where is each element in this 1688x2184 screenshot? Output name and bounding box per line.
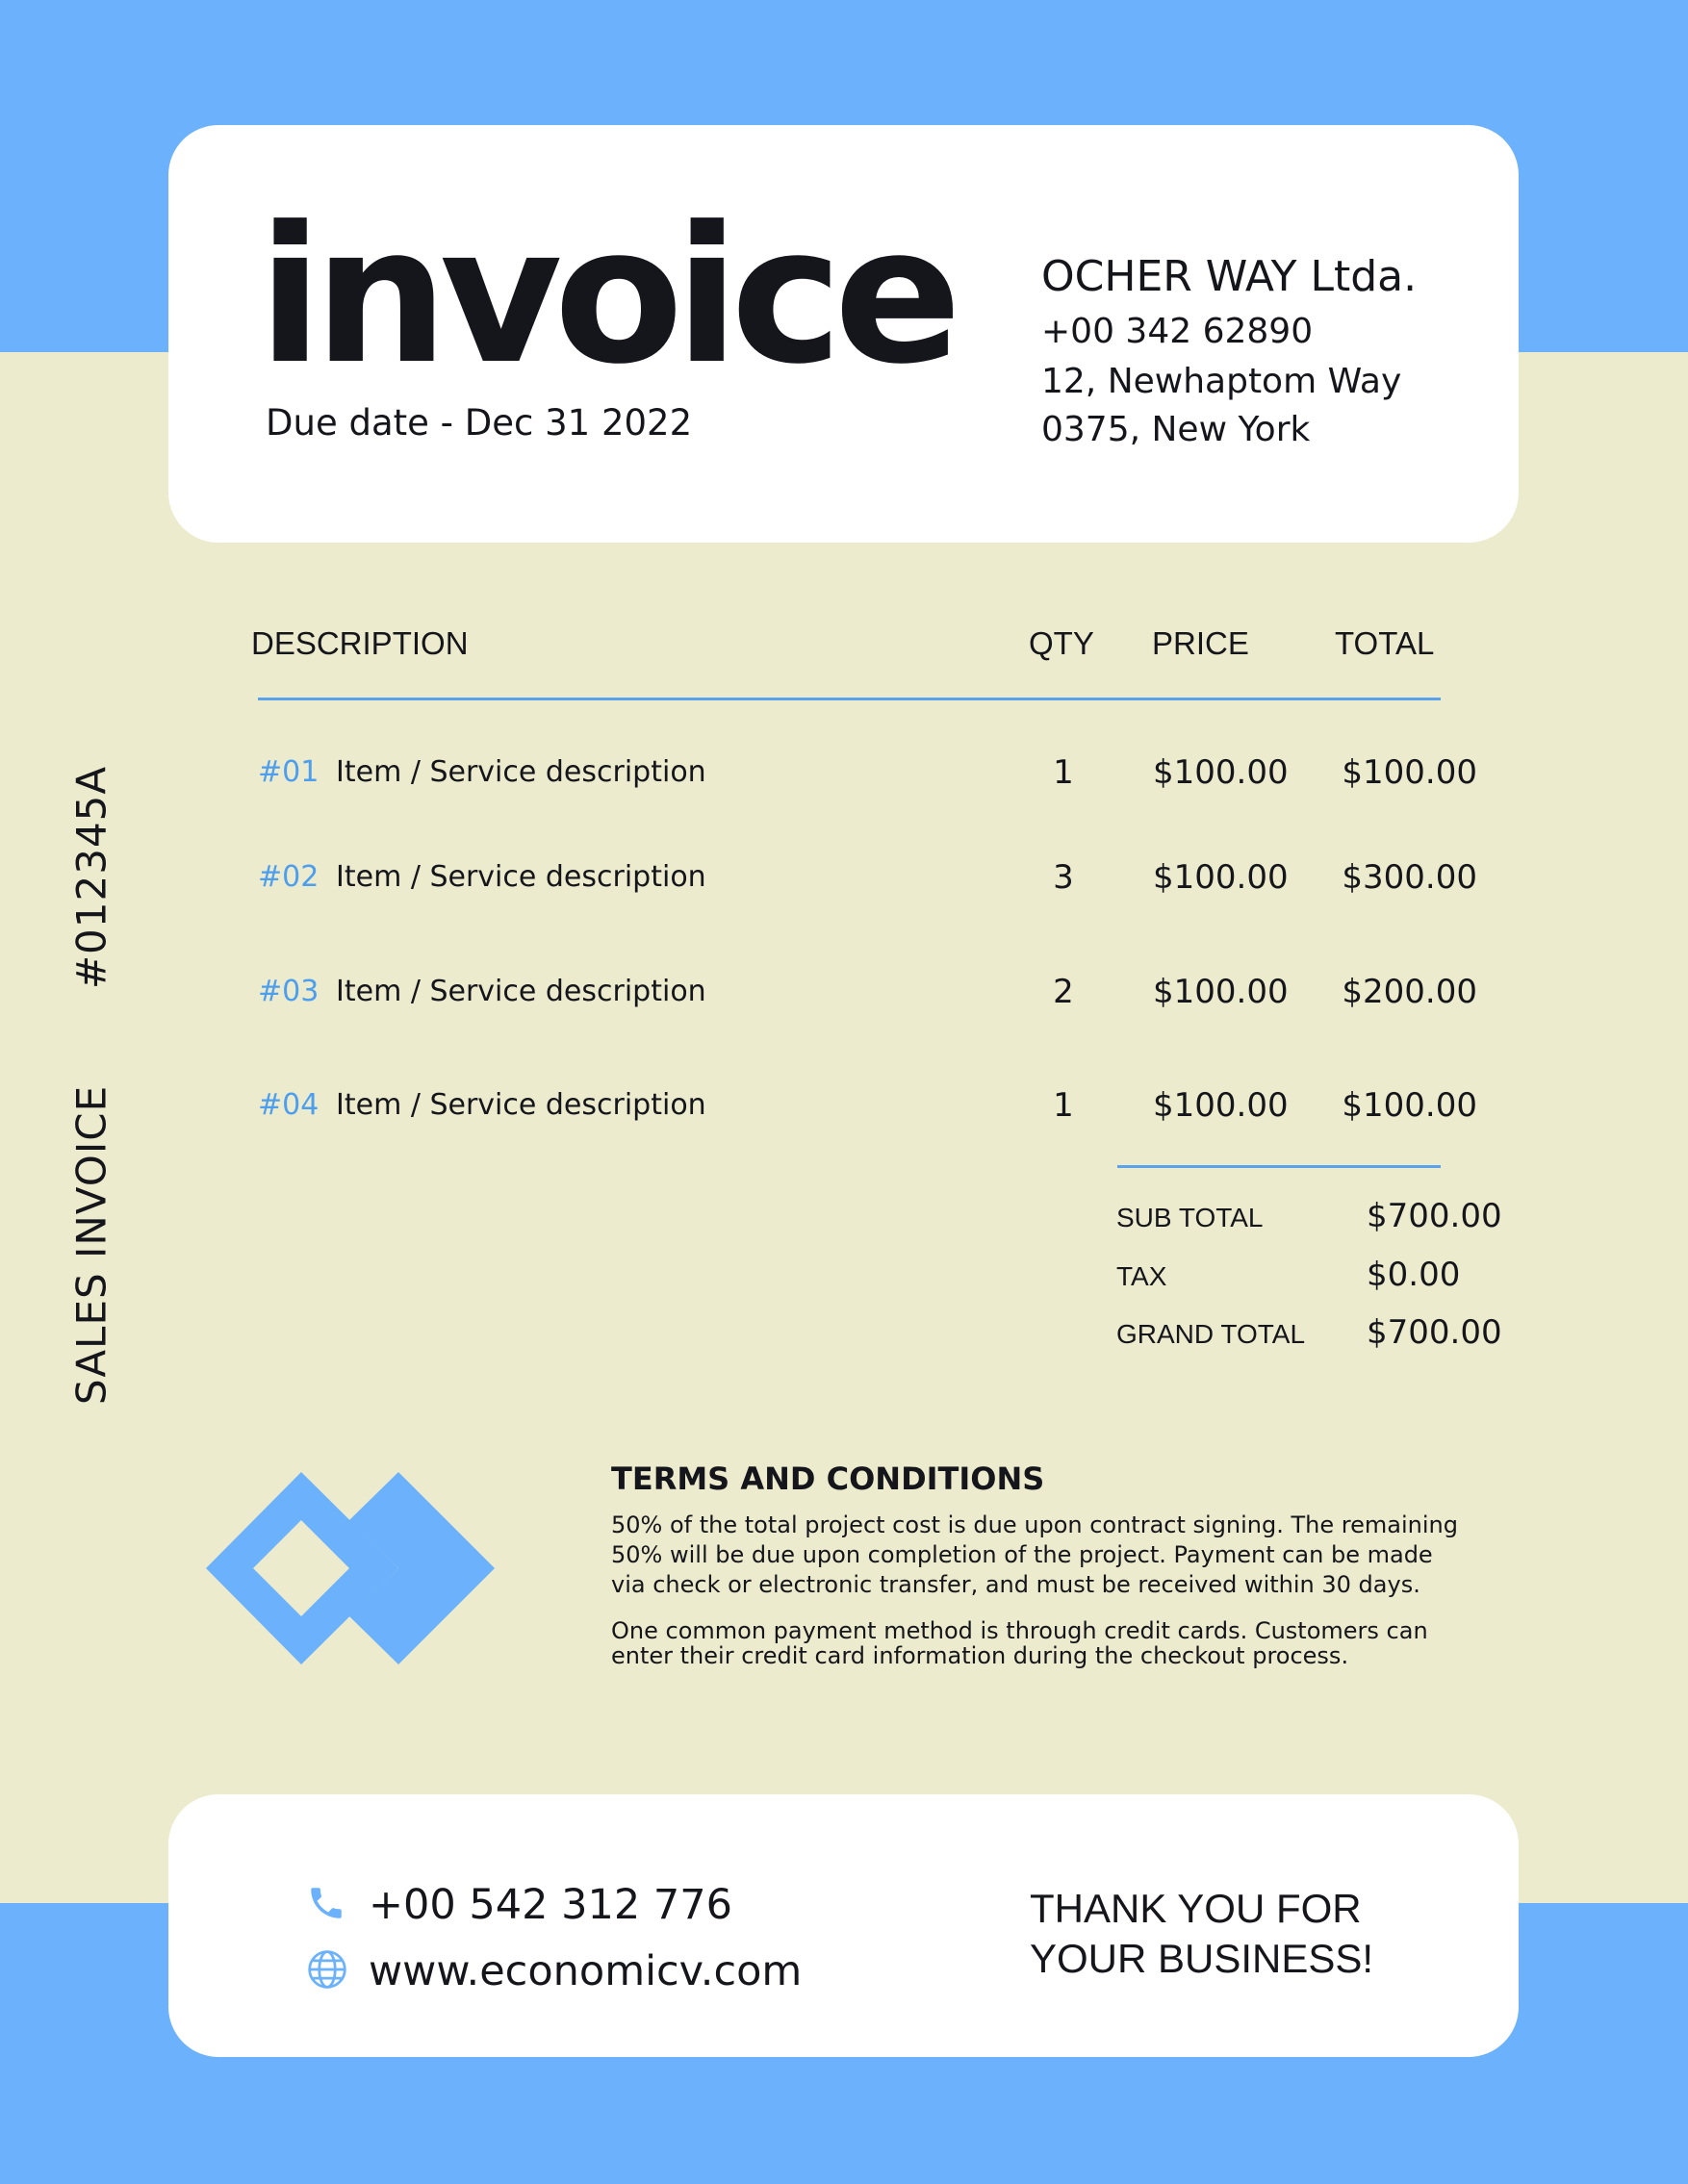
item-description: Item / Service description [336,860,706,894]
invoice-number: #012345A [67,765,115,990]
grand-total-value: $700.00 [1367,1313,1502,1352]
item-price: $100.00 [1153,973,1289,1011]
company-name: OCHER WAY Ltda. [1041,252,1418,301]
item-qty: 1 [1053,753,1074,792]
sales-invoice-label: SALES INVOICE [67,1084,115,1406]
item-qty: 3 [1053,858,1074,897]
thank-you-line-2: YOUR BUSINESS! [1030,1936,1374,1981]
item-description: Item / Service description [336,1088,706,1122]
due-date: Due date - Dec 31 2022 [266,402,693,444]
column-header-description: DESCRIPTION [251,625,469,661]
item-total: $200.00 [1342,973,1477,1011]
item-number: #01 [258,755,320,789]
table-row [0,1088,1688,1136]
item-total: $100.00 [1342,753,1477,792]
table-row [0,975,1688,1023]
item-number: #04 [258,1088,320,1122]
thank-you-message [1030,1884,1434,1984]
item-price: $100.00 [1153,858,1289,897]
column-header-total: TOTAL [1335,625,1435,661]
item-description: Item / Service description [336,975,706,1008]
item-number: #02 [258,860,320,894]
item-total: $100.00 [1342,1086,1477,1125]
subtotal-value: $700.00 [1367,1197,1502,1235]
footer-phone: +00 542 312 776 [369,1881,732,1929]
subtotal-label: SUB TOTAL [1116,1203,1264,1232]
tax-value: $0.00 [1367,1256,1461,1294]
header-divider [258,698,1441,700]
terms-title: TERMS AND CONDITIONS [611,1460,1045,1497]
company-phone: +00 342 62890 [1041,312,1314,351]
globe-icon [306,1948,348,1991]
footer-website[interactable]: www.economicv.com [369,1947,803,1995]
thank-you-line-1: THANK YOU FOR [1030,1886,1362,1931]
terms-paragraph-1: 50% of the total project cost is due upon contract signing. The remaining 50% will be due upon completion of the project. Payment can be made via check or electronic transfer, and must be received within 30 days. [611,1511,1458,1598]
phone-icon [306,1883,346,1923]
item-total: $300.00 [1342,858,1477,897]
diamond-logo [204,1470,497,1666]
company-address-line1: 12, Newhaptom Way [1041,362,1402,401]
item-price: $100.00 [1153,753,1289,792]
item-price: $100.00 [1153,1086,1289,1125]
company-address-line2: 0375, New York [1041,410,1311,449]
column-header-qty: QTY [1029,625,1094,661]
column-header-price: PRICE [1152,625,1249,661]
item-description: Item / Service description [336,755,706,789]
table-row [0,755,1688,803]
invoice-title: invoice [258,187,954,406]
table-row [0,860,1688,908]
grand-total-label: GRAND TOTAL [1116,1319,1306,1349]
item-qty: 2 [1053,973,1074,1011]
item-qty: 1 [1053,1086,1074,1125]
tax-label: TAX [1116,1261,1167,1291]
terms-paragraph-2: One common payment method is through credit cards. Customers can enter their credit card information during the checkout process. [611,1617,1428,1669]
item-number: #03 [258,975,320,1008]
summary-divider [1117,1165,1441,1168]
